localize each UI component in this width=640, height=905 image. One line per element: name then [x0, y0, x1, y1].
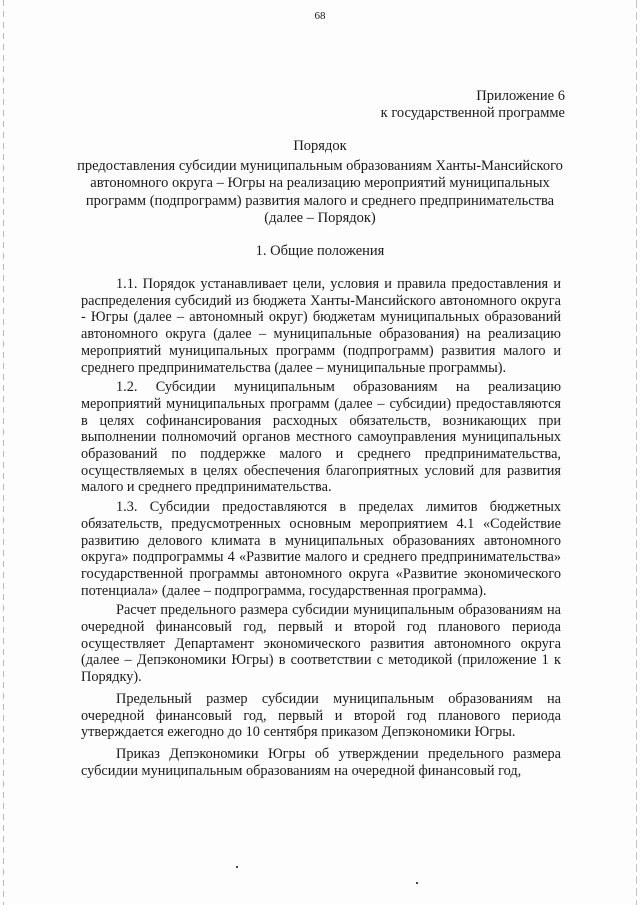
document-title [70, 138, 570, 228]
paragraph-1-3: 1.3. Субсидии предоставляются в пределах лимитов бюджетных обязательств, предусмотренных основным мероприятием 4.1 «Содействие развитию делового климата в муниципальных образованиях автономного округа» подпрограммы 4 «Развитие малого и среднего предпринимательства» государственной программы автономного округа «Развитие экономического потенциала» (далее – подпрограмма, государственная программа). [81, 499, 561, 599]
paragraph-calculation: Расчет предельного размера субсидии муниципальным образованиям на очередной финансовый год, первый и второй год планового периода осуществляет Департамент экономического развития автономного округа (далее – Депэкономики Югры) в соответствии с методикой (приложение 1 к Порядку). [81, 602, 561, 686]
scan-edge-left [3, 0, 4, 905]
page-number: 68 [314, 10, 326, 22]
paragraph-1-2: 1.2. Субсидии муниципальным образованиям на реализацию мероприятий муниципальных программ (далее – субсидии) предоставляются в целях софинансирования расходных обязательств, возникающих при выполнении полномочий органов местного самоуправления муниципальных образований по поддержке малого и среднего предпринимательства, осуществляемых в целях обеспечения благоприятных условий для развития малого и среднего предпринимательства. [81, 379, 561, 496]
appendix-reference [381, 88, 565, 122]
paragraph-limit: Предельный размер субсидии муниципальным образованиям на очередной финансовый год, первый и второй год планового периода утверждается ежегодно до 10 сентября приказом Депэкономики Югры. [81, 690, 561, 741]
scan-speck [416, 882, 418, 884]
scan-speck [236, 866, 238, 868]
title-line-2: предоставления субсидии муниципальным образованиям Ханты-Мансийского автономного округа – Югры на реализацию мероприятий муниципальных программ (подпрограмм) развития малого и среднего предпринимательства (далее – Порядок) [77, 157, 563, 226]
body-text [81, 276, 561, 784]
paragraph-1-1: 1.1. Порядок устанавливает цели, условия и правила предоставления и распределения субсидий из бюджета Ханты-Мансийского автономного округа - Югры (далее – автономный округ) бюджетам муниципальных образований автономного округа (далее – муниципальные образования) на реализацию мероприятий муниципальных программ (подпрограмм) развития малого и среднего предпринимательства (далее – муниципальные программы). [81, 276, 561, 376]
appendix-line-1: Приложение 6 [476, 88, 565, 104]
section-heading: 1. Общие положения [255, 243, 385, 259]
title-line-1: Порядок [293, 138, 347, 154]
paragraph-order: Приказ Депэкономики Югры об утверждении предельного размера субсидии муниципальным образованиям на очередной финансовый год, [81, 745, 561, 779]
scan-edge-right [636, 0, 637, 905]
appendix-line-2: к государственной программе [380, 105, 565, 121]
